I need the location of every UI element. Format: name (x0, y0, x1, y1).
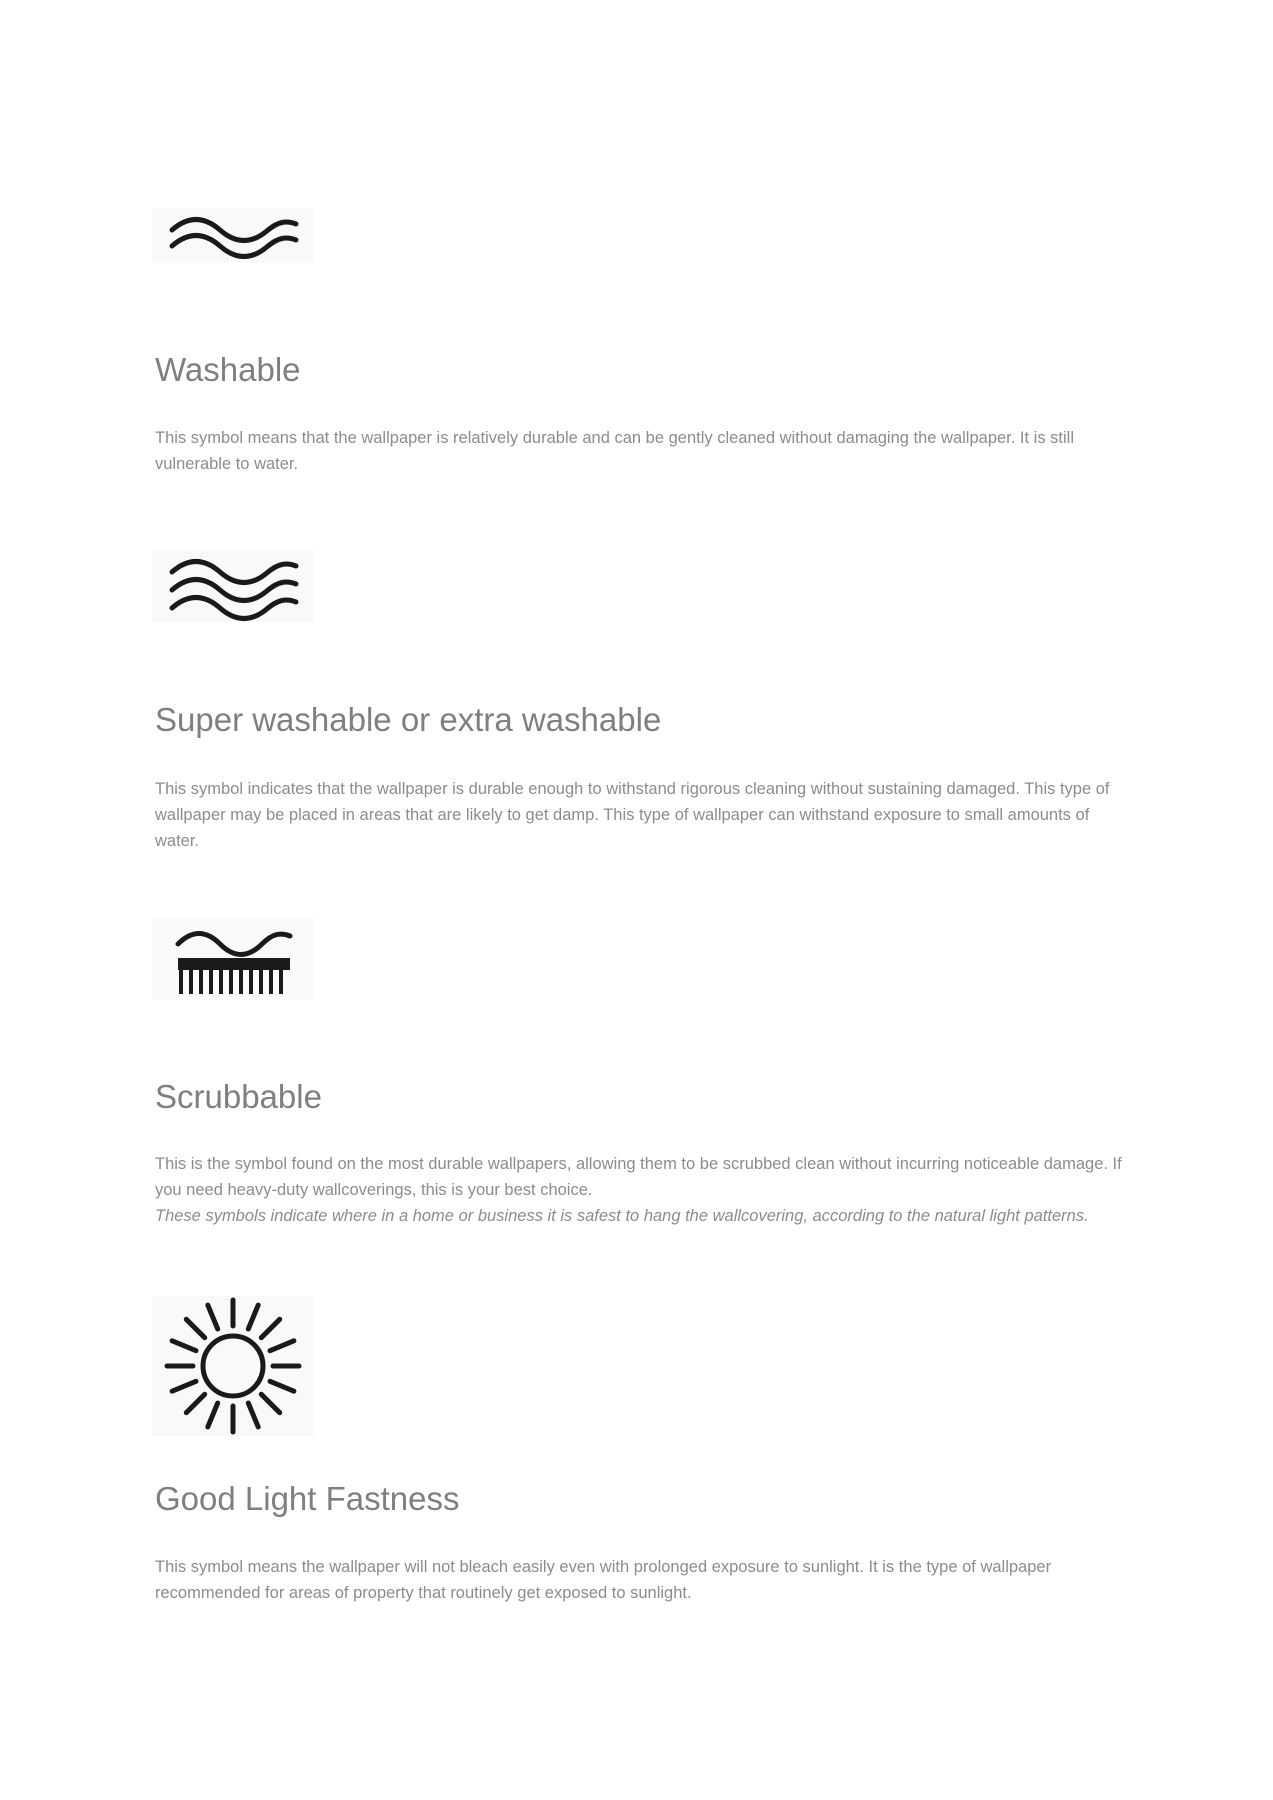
wave-brush-scrubbable-icon (152, 918, 314, 1000)
single-wave-washable-icon (152, 208, 314, 263)
section-text-super-washable: This symbol indicates that the wallpaper is durable enough to withstand rigorous cleaning without sustaining damaged. This type of wallpaper may be placed in areas that are likely to get damp. This type of wallpaper can withstand exposure to small amounts of water. (155, 780, 1110, 850)
sun-light-fastness-icon (152, 1296, 314, 1436)
triple-wave-super-washable-icon (152, 550, 314, 622)
section-text-washable: This symbol means that the wallpaper is relatively durable and can be gently cleaned without damaging the wallpaper. It is still vulnerable to water. (155, 429, 1075, 473)
light-symbols-note: These symbols indicate where in a home or business it is safest to hang the wallcovering, according to the natural light patterns. (155, 1207, 1089, 1225)
section-title-scrubbable: Scrubbable (155, 1078, 322, 1115)
section-text-light-fastness: This symbol means the wallpaper will not bleach easily even with prolonged exposure to sunlight. It is the type of wallpaper recommended for areas of property that routinely get exposed to sunlight. (155, 1558, 1052, 1602)
section-title-super-washable: Super washable or extra washable (155, 701, 662, 738)
section-title-washable: Washable (155, 351, 301, 388)
section-title-light-fastness: Good Light Fastness (155, 1480, 460, 1517)
section-text-scrubbable: This is the symbol found on the most durable wallpapers, allowing them to be scrubbed clean without incurring noticeable damage. If you need heavy-duty wallcoverings, this is your best choice. (155, 1155, 1122, 1199)
